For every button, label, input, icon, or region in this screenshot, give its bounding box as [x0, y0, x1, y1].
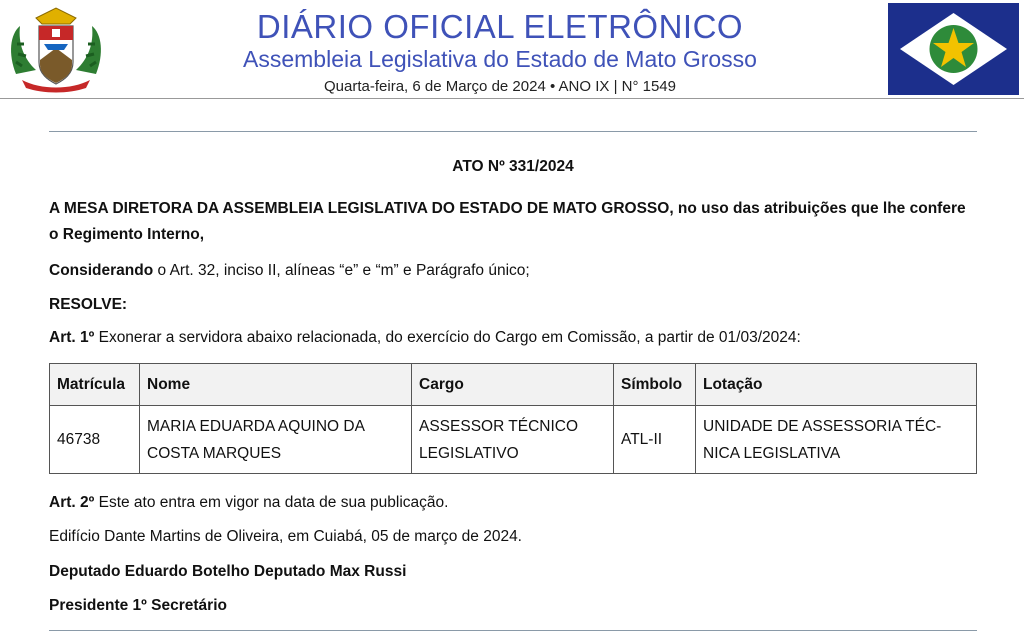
cell-matricula: 46738 [50, 406, 140, 474]
page-header [0, 0, 1024, 99]
table-row [50, 406, 977, 474]
article-1 [49, 325, 977, 351]
table-header-row [50, 364, 977, 406]
column-header-cargo: Cargo [412, 364, 614, 406]
page-subtitle: Assembleia Legislativa do Estado de Mato Grosso [243, 46, 757, 72]
article-2-text: Este ato entra em vigor na data de sua publicação. [94, 494, 449, 511]
article-1-text: Exonerar a servidora abaixo relacionada, do exercício do Cargo em Comissão, a partir de 01/03/2024: [94, 329, 801, 346]
edition-dateline: Quarta-feira, 6 de Março de 2024 • ANO IX | N° 1549 [324, 78, 676, 95]
column-header-simbolo: Símbolo [614, 364, 696, 406]
signatory-roles: Presidente 1º Secretário [49, 597, 227, 614]
place-and-date: Edifício Dante Martins de Oliveira, em Cuiabá, 05 de março de 2024. [49, 528, 522, 545]
column-header-nome: Nome [140, 364, 412, 406]
resolve-heading: RESOLVE: [49, 296, 128, 313]
preamble-paragraph: A MESA DIRETORA DA ASSEMBLEIA LEGISLATIVA DO ESTADO DE MATO GROSSO, no uso das atribuições que lhe confere o Regimento Interno, [49, 200, 966, 243]
top-divider [49, 131, 977, 132]
state-coat-of-arms-icon [6, 4, 106, 96]
act-title: ATO Nº 331/2024 [452, 158, 574, 175]
cell-simbolo: ATL-II [614, 406, 696, 474]
article-1-label: Art. 1º [49, 329, 95, 346]
column-header-lotacao: Lotação [696, 364, 977, 406]
cell-lotacao: UNIDADE DE ASSESSORIA TÉC-NICA LEGISLATIVA [696, 406, 977, 474]
signatories: Deputado Eduardo Botelho Deputado Max Russi [49, 563, 407, 580]
cell-cargo: ASSESSOR TÉCNICO LEGISLATIVO [412, 406, 614, 474]
considering-text: o Art. 32, inciso II, alíneas “e” e “m” e Parágrafo único; [153, 262, 530, 279]
considering-paragraph [49, 258, 977, 284]
page-title: DIÁRIO OFICIAL ELETRÔNICO [256, 8, 744, 45]
servant-table [49, 363, 977, 474]
article-2-label: Art. 2º [49, 494, 95, 511]
mato-grosso-flag-icon [888, 3, 1019, 95]
cell-nome: MARIA EDUARDA AQUINO DA COSTA MARQUES [140, 406, 412, 474]
article-2 [49, 490, 977, 516]
considering-label: Considerando [49, 262, 154, 279]
bottom-divider [49, 630, 977, 631]
column-header-matricula: Matrícula [50, 364, 140, 406]
